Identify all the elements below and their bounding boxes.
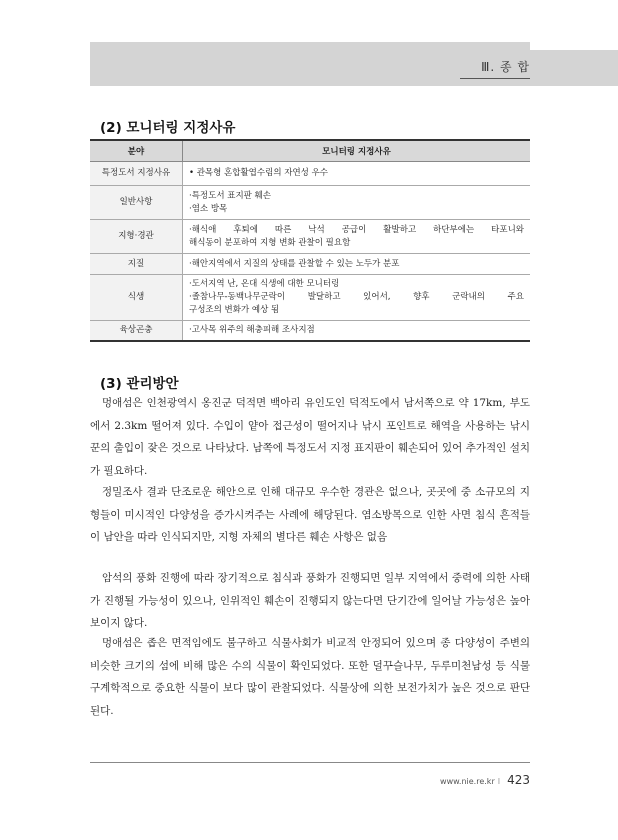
footer-separator: I <box>497 777 501 786</box>
table-cell-reason <box>183 162 531 186</box>
reason-line: ·고사목 위주의 해충피해 조사지점 <box>189 325 315 335</box>
footer-divider <box>90 762 530 763</box>
table-row <box>90 162 530 186</box>
paragraph: 멍애섬은 인천광역시 옹진군 덕적면 백아리 유인도인 덕적도에서 남서쪽으로 약 17km, 부도에서 2.3km 떨어져 있다. 수입이 얕아 접근성이 떨어지나 낚시 포인트로 해역을 사용하는 낚시꾼의 출입이 잦은 것으로 나타났다. 남쪽에 특정도서 지정 표지판이 훼손되어 있어 추가적인 설치가 필요하다. <box>90 397 530 477</box>
table-cell-reason <box>183 321 531 342</box>
section-heading-monitoring: (2) 모니터링 지정사유 <box>100 120 236 136</box>
table-cell-category: 육상곤충 <box>90 321 183 342</box>
chapter-title: Ⅲ. 종 합 <box>481 60 530 74</box>
reason-line: ·특정도서 표지판 훼손 <box>189 190 272 201</box>
header-cap <box>530 42 618 50</box>
paragraph: 멍애섬은 좁은 면적임에도 불구하고 식물사회가 비교적 안정되어 있으며 종 다양성이 주변의 비슷한 크기의 섬에 비해 많은 수의 식물이 확인되었다. 또한 덜꾸슬나무, 두루미천남성 등 식물구계학적으로 중요한 식물이 보다 많이 관찰되었다. 식물상에 의한 보전가치가 높은 것으로 판단된다. <box>90 637 530 717</box>
table-cell-reason <box>183 275 531 321</box>
reason-line: ·도서지역 난, 온대 식생에 대한 모니터링 <box>189 279 340 289</box>
table-cell-reason <box>183 186 531 220</box>
table-cell-reason <box>183 220 531 254</box>
reason-line: 해식동이 분포하여 지형 변화 관찰이 필요함 <box>189 237 351 248</box>
footer <box>440 773 530 787</box>
table-cell-category: 식생 <box>90 275 183 321</box>
table-cell-category: 일반사항 <box>90 186 183 220</box>
table-header-category: 분야 <box>90 140 183 162</box>
monitoring-reasons-table <box>90 139 530 342</box>
reason-line: 구성조의 변화가 예상 됨 <box>189 305 280 315</box>
table-cell-reason <box>183 254 531 275</box>
table-cell-category: 지질 <box>90 254 183 275</box>
table-cell-category: 지형·경관 <box>90 220 183 254</box>
table-row <box>90 186 530 220</box>
paragraph: 암석의 풍화 진행에 따라 장기적으로 침식과 풍화가 진행되면 일부 지역에서 중력에 의한 사태가 진행될 가능성이 있으나, 인위적인 훼손이 진행되지 않는다면 단기간에 일어날 가능성은 높아 보이지 않다. <box>90 572 530 629</box>
table-row <box>90 254 530 275</box>
section-heading-management: (3) 관리방안 <box>100 376 179 392</box>
table-header-row <box>90 140 530 162</box>
reason-line: ·해안지역에서 지질의 상태를 관찰할 수 있는 노두가 분포 <box>189 258 400 269</box>
chapter-underline <box>460 78 530 79</box>
footer-url: www.nie.re.kr <box>440 777 495 786</box>
reason-line: ·해식애 후퇴에 따른 낙석 공급이 활발하고 하단부에는 타포니와 <box>189 224 524 235</box>
table-row <box>90 220 530 254</box>
reason-line: • 관목형 혼합활엽수림의 자연성 우수 <box>189 168 328 178</box>
table-cell-category: 특정도서 지정사유 <box>90 162 183 186</box>
reason-line: ·염소 방목 <box>189 203 228 214</box>
table-row <box>90 275 530 321</box>
table-header-reason: 모니터링 지정사유 <box>183 140 531 162</box>
page-number: 423 <box>507 773 530 787</box>
table-row <box>90 321 530 342</box>
paragraph: 정밀조사 결과 단조로운 해안으로 인해 대규모 우수한 경관은 없으나, 곳곳에 중 소규모의 지형들이 미시적인 다양성을 증가시켜주는 사례에 해당된다. 염소방목으로 인한 사면 침식 흔적들이 남안을 따라 인식되지만, 지형 자체의 별다른 훼손 사항은 없음 <box>90 486 530 543</box>
reason-line: ·졸참나무-동백나무군락이 발달하고 있어서, 향후 군락내의 주요 <box>189 292 524 302</box>
